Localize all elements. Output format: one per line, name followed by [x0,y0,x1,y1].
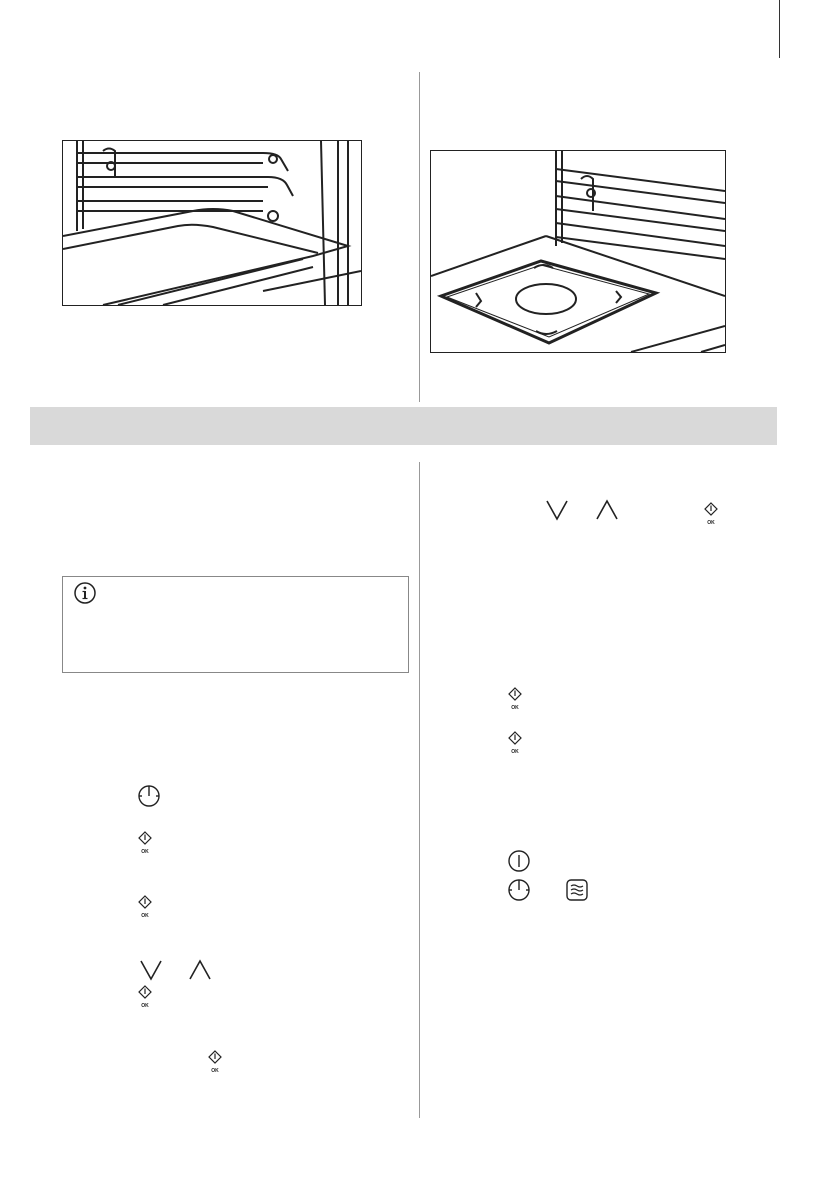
fold-mark [779,0,780,58]
ok-start-icon [137,831,153,853]
oven-floor-glass-plate-illustration [431,151,725,352]
tray-figure [62,140,362,306]
ok-label: OK [511,749,519,755]
ok-label: OK [141,913,149,919]
ok-label: OK [707,520,715,526]
turntable-figure [430,150,726,353]
ok-label: OK [511,705,519,711]
power-icon [507,849,531,873]
chevron-down-icon [545,499,569,521]
baking-tray-in-oven-illustration [63,141,361,305]
ok-start-icon [703,502,719,524]
section-heading-band [30,407,777,445]
microwave-waves-icon [565,878,589,902]
info-icon [74,582,96,604]
ok-start-icon [137,985,153,1007]
chevron-up-icon [188,959,212,981]
clock-icon [137,784,161,808]
ok-start-icon [507,731,523,753]
column-divider-bottom [419,462,420,1118]
chevron-down-icon [139,959,163,981]
info-note-box [62,576,409,673]
ok-start-icon [137,895,153,917]
ok-start-icon [207,1050,223,1072]
chevron-up-icon [595,499,619,521]
ok-label: OK [141,849,149,855]
ok-label: OK [141,1003,149,1009]
column-divider-top [419,72,420,402]
clock-icon [507,878,531,902]
ok-label: OK [211,1068,219,1074]
ok-start-icon [507,687,523,709]
